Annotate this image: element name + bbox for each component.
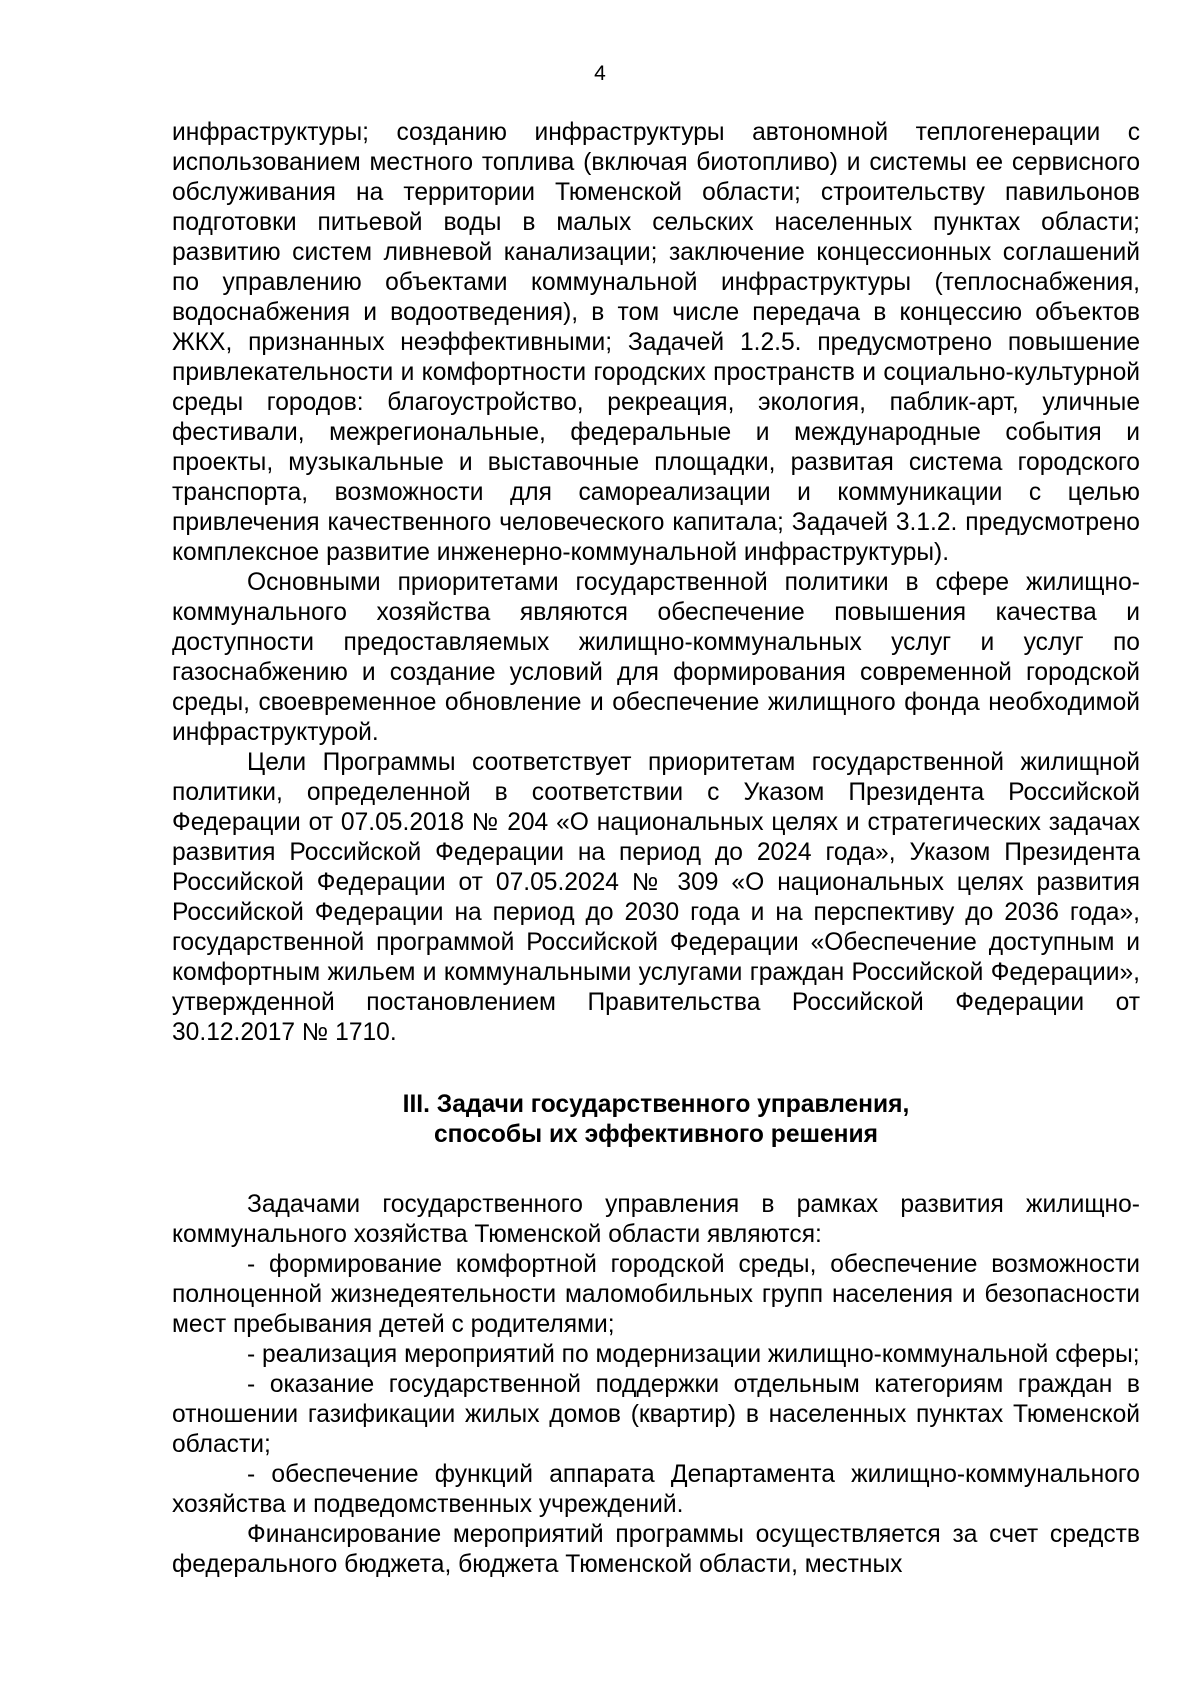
document-body bbox=[172, 118, 1140, 1580]
list-item: - оказание государственной поддержки отдельным категориям граждан в отношении газификации жилых домов (квартир) в населенных пунктах Тюменской области; bbox=[172, 1371, 1140, 1458]
paragraph: инфраструктуры; созданию инфраструктуры автономной теплогенерации с использованием местного топлива (включая биотопливо) и системы ее сервисного обслуживания на территории Тюменской области; строительству павильонов подготовки питьевой воды в малых сельских населенных пунктах области; развитию систем ливневой канализации; заключение концессионных соглашений по управлению объектами коммунальной инфраструктуры (теплоснабжения, водоснабжения и водоотведения), в том числе передача в концессию объектов ЖКХ, признанных неэффективными; Задачей 1.2.5. предусмотрено повышение привлекательности и комфортности городских пространств и социально-культурной среды городов: благоустройство, рекреация, экология, паблик-арт, уличные фестивали, межрегиональные, федеральные и международные события и проекты, музыкальные и выставочные площадки, развитая система городского транспорта, возможности для самореализации и коммуникации с целью привлечения качественного человеческого капитала; Задачей 3.1.2. предусмотрено комплексное развитие инженерно-коммунальной инфраструктуры). bbox=[172, 119, 1140, 566]
section-heading-line: способы их эффективного решения bbox=[433, 1121, 878, 1148]
list-item: - обеспечение функций аппарата Департамента жилищно-коммунального хозяйства и подведомственных учреждений. bbox=[172, 1461, 1140, 1518]
paragraph: Финансирование мероприятий программы осуществляется за счет средств федерального бюджета, бюджета Тюменской области, местных bbox=[172, 1521, 1140, 1578]
section-heading-line: III. Задачи государственного управления, bbox=[402, 1091, 910, 1118]
list-item: - реализация мероприятий по модернизации жилищно-коммунальной сферы; bbox=[247, 1341, 1140, 1368]
section-heading bbox=[172, 1090, 1140, 1150]
list-item: - формирование комфортной городской среды, обеспечение возможности полноценной жизнедеятельности маломобильных групп населения и безопасности мест пребывания детей с родителями; bbox=[172, 1251, 1140, 1338]
paragraph: Основными приоритетами государственной политики в сфере жилищно-коммунального хозяйства являются обеспечение повышения качества и доступности предоставляемых жилищно-коммунальных услуг и услуг по газоснабжению и создание условий для формирования современной городской среды, своевременное обновление и обеспечение жилищного фонда необходимой инфраструктурой. bbox=[172, 569, 1140, 746]
paragraph: Цели Программы соответствует приоритетам государственной жилищной политики, определенной в соответствии с Указом Президента Российской Федерации от 07.05.2018 № 204 «О национальных целях и стратегических задачах развития Российской Федерации на период до 2024 года», Указом Президента Российской Федерации от 07.05.2024 № 309 «О национальных целях развития Российской Федерации на период до 2030 года и на перспективу до 2036 года», государственной программой Российской Федерации «Обеспечение доступным и комфортным жильем и коммунальными услугами граждан Российской Федерации», утвержденной постановлением Правительства Российской Федерации от 30.12.2017 № 1710. bbox=[172, 749, 1140, 1046]
paragraph: Задачами государственного управления в рамках развития жилищно-коммунального хозяйства Тюменской области являются: bbox=[172, 1191, 1140, 1248]
page-number: 4 bbox=[594, 62, 606, 85]
